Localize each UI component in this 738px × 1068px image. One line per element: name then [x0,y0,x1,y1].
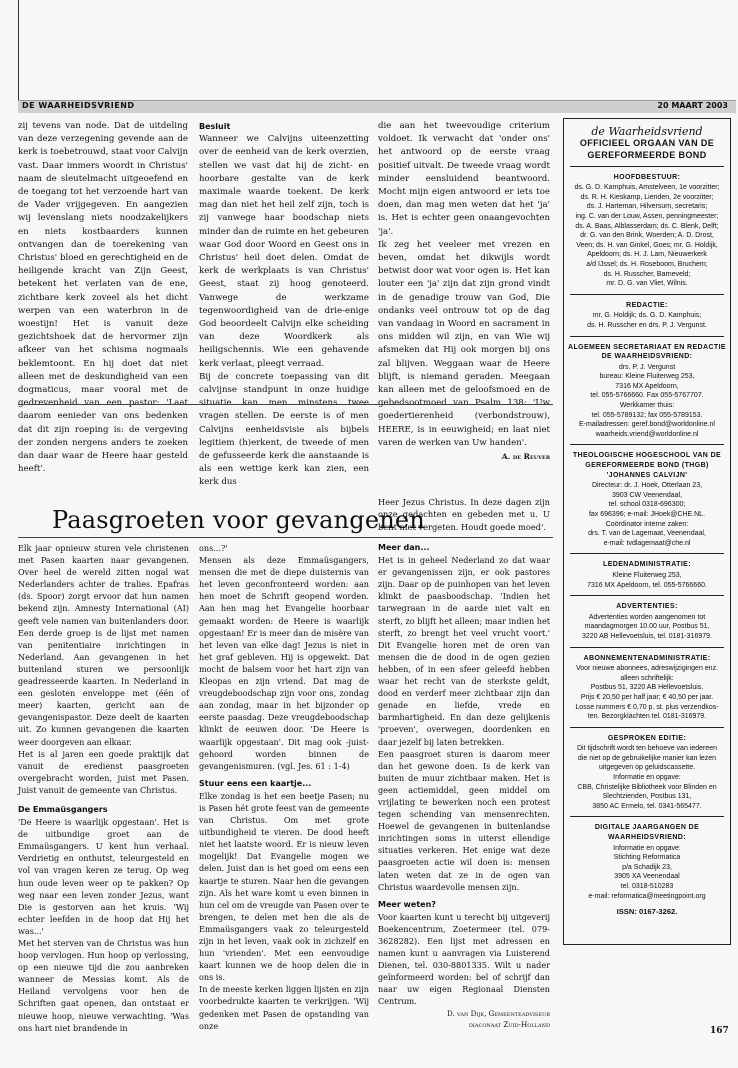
paragraph: Voor kaarten kunt u terecht bij uitgeverij Boekencentrum, Zoetermeer (tel. 079-3628282). Een lijst met adressen en namen kunt u aanvragen via Luisterend Dienen, tel. 030-8801335. Wilt u nader geïnformeerd worden: bel of schrijf dan naar uw eigen Regionaal Diensten Centrum. [378,911,550,1007]
publication-name: DE WAARHEIDSVRIEND [22,101,135,110]
colophon-section-heading: DIGITALE JAARGANGEN DE WAARHEIDSVRIEND: [594,824,700,842]
colophon-section-heading: HOOFDBESTUUR: [613,173,681,181]
colophon-line: Directeur: dr. J. Hoek, Otterlaan 23, [591,482,703,490]
colophon-line: Stichting Reformatica [613,854,681,862]
section-heading: Meer dan... [378,543,430,552]
colophon-line: 3850 AC Ermelo, tel. 0341-565477. [592,802,702,810]
section-heading: Besluit [199,122,231,131]
colophon-line: ten. Bezorgklachten tel. 0181-316979. [587,713,707,721]
colophon-sections [564,173,730,902]
paragraph: Het is in geheel Nederland zo dat waar er gevangenissen zijn, er ook pastores zijn. Daar op de puinhopen van het leven klinkt de paasboodschap. 'Indien het tarwegraan in de aarde niet valt en sterft, zo blijft het alleen; maar indien het sterft, zo brengt het veel vrucht voort.' Dit Evangelie horen met de oren van mensen die de dood in de ogen gezien hebben, of in een sfeer geleefd hebben waar het recht van de sterkste geldt, dood en verderf meer zichtbaar zijn dan genade en liefde, vrede en barmhartigheid. En dan deze gelijkenis 'proeven', overwegen, doordenken en daar jezelf bij laten betrekken. [378,555,550,747]
section-heading: De Emmaüsgangers [18,804,108,814]
colophon-line: maandagmorgen 10.00 uur, Postbus 51, [584,623,710,631]
section-heading: Stuur eens een kaartje... [199,778,312,788]
colophon-line: tel. 0318-510283 [620,883,674,890]
colophon-line: p/a Schadijk 23, [622,863,672,871]
colophon-line: uitgegeven op geluidscassette. [598,764,696,772]
page-number: 167 [710,1026,729,1036]
paragraph: Wanneer we Calvijns uiteenzetting over de eenheid van de kerk overzien, stellen we vast dat hij de zicht- en hoorbare gestalte van de kerk maximale waarde toekent. De kerk mag dan niet het heil zelf zijn, toch is zij vanwege haar boodschap niets minder dan de ruimte en het gebeuren waar God door Woord en Geest ons in Christus' heil doet delen. Omdat de kerk de werkplaats is van Christus' Geest, staat zij hoog genoteerd. Vanwege de werkzame tegenwoordigheid van de drie-enige God beoordeelt Calvijn elke scheiding van deze Woordkerk als heiligschennis. Wie een gehavende kerk verlaat, pleegt verraad. [199,134,369,369]
colophon-line: waarheids.vriend@worldonline.nl [595,430,699,438]
colophon-line: 3903 CW Veenendaal, [611,491,683,499]
colophon-line: Coördinator interne zaken: [605,520,689,528]
crop-mark [0,0,19,100]
issn: ISSN: 0167-3262. [616,907,678,917]
colophon-box [563,118,731,945]
colophon-line: bureau: Kleine Fluiterweg 253, [599,373,695,381]
issue-date: 20 MAART 2003 [657,101,728,110]
colophon-line: tel. 055-5789132; fax 055-5789153. [591,411,703,419]
author-affiliation: diaconaat Zuid-Holland [468,1019,550,1029]
colophon-line: alleen schriftelijk: [620,674,674,682]
colophon-line: drs. T. van de Lagemaat, Veenendaal, [588,530,706,538]
article-column-1 [18,542,189,1034]
colophon-line: Dit tijdschrift wordt ten behoeve van iedereen [576,745,718,753]
colophon-line: 3220 AB Hellevoetsluis, tel. 0181-316979. [582,632,712,640]
colophon-line: dr. G. van den Brink, Woerden; A. D. Drost, [580,232,714,240]
divider [570,444,724,445]
colophon-line: Postbus 51, 3220 AB Hellevoetsluis. [590,684,704,692]
colophon-line: Werkkamer thuis: [619,402,675,410]
colophon-line: 7316 MX Apeldoorn, [615,382,679,390]
divider [570,647,724,648]
headline-divider [18,537,553,538]
colophon-line: fax 696396; e-mail: JHoek@CHE.NL. [588,511,706,518]
colophon-line: Veen; ds. H. van Ginkel, Goes; mr. G. Holdijk, [576,241,718,249]
paragraph: Met het sterven van de Christus was hun hoop vervlogen. Hun hoop op verlossing, op een nieuwe tijd die zou aanbreken wanneer de Messias komt. Als de Heiland vervolgens voor hen de Schriften gaat openen, dan ontstaat er nieuwe hoop, nieuwe verwachting. 'Was ons hart niet brandende in [18,938,189,1033]
colophon-line: mr. D. G. van Vliet, Wilnis. [606,280,688,288]
paragraph: 'De Heere is waarlijk opgestaan'. Het is de uitbundige groet aan de Emmaüsgangers. U kent hun verhaal. Verdrietig en onthutst, teleurgesteld en vol van vragen keren ze terug. Op weg hun oude leven weer op te pakken? Op weg naar een leven zonder Jezus, want Die is gestorven aan het kruis. 'Wij echter leefden in de hoop dat Hij het was...' [18,817,189,936]
article-column-2 [199,542,369,1032]
colophon-line: Slechtzienden, Postbus 131, [602,793,692,801]
colophon-line: Advertenties worden aangenomen tot [588,613,706,621]
colophon-line: Informatie en opgave: [613,844,681,852]
colophon-line: 3905 XA Veenendaal [614,873,680,881]
colophon-line: Informatie en opgave: [613,774,681,782]
colophon-section-heading: ABONNEMENTENADMINISTRATIE: [583,654,711,662]
colophon-section-heading: REDACTIE: [626,301,668,309]
top-article-column-2 [199,120,369,490]
top-article-column-1 [18,120,188,476]
colophon-line: tel. 055-5766660. Fax 055-5767707. [590,392,704,400]
top-article-column-3 [378,120,550,463]
paragraph: Een paasgroet sturen is daarom meer dan het gewone doen. Is de kerk van buiten de muur zichtbaar maken. Het is geen actiemiddel, geen middel om vrijlating te bewerken noch een protest tegen schending van mensenrechten. Hoewel de gevangenen in buitenlandse inrichtingen soms in uiterst ellendige situaties verkeren. Het enige wat deze paasgroeten actie wil doen is: mensen laten weten dat ze in de ogen van Christus waardevolle mensen zijn. [378,748,550,892]
author-signature: D. van Dijk, Gemeenteadviseur [446,1008,550,1018]
colophon-line: Apeldoorn; ds. H. J. Lam, Nieuwerkerk [587,251,707,259]
divider [570,294,724,295]
colophon-section-heading: LEDENADMINISTRATIE: [603,561,691,569]
paragraph: Elk jaar opnieuw sturen vele christenen met Pasen kaarten naar gevangenen. Over heel de wereld zitten nogal wat Nederlanders achter de tralies. Epafras (ds. Spoor) zorgt ervoor dat hun namen bekend zijn. Amnesty International (AI) geeft vele namen van buitenlanders door. Een derde groep is de lijst met namen van penitentiaire inrichtingen in Nederland. Aan gevangenen in het buitenland sturen we persoonlijk geadresseerde kaarten. In Nederland in een gesloten enveloppe met (één of meer) kaarten, gericht aan de gevangenispastor. Deze deelt de kaarten uit. Zo kunnen gevangenen die kaarten weer doorgeven aan elkaar. [18,543,189,747]
divider [570,816,724,817]
colophon-line: Losse nummers € 0,70 p. st. plus verzendkos- [575,703,719,711]
paragraph: Mensen als deze Emmaüsgangers, mensen die met de diepe duisternis van het leven geconfronteerd worden: aan hen moet de Schrift geopend worden. Aan hen mag het Evangelie hoorbaar gemaakt worden: de Heere is waarlijk opgestaan! Er is meer dan de misère van het leven van elke dag! Jezus is niet in het graf gebleven. Hij is opgewekt. Dat mocht de balsem voor het hart zijn van Kleopas en zijn vriend. Dat mag de vreugdeboodschap zijn voor ons, zondag aan zondag, maar in het bijzonder op eerste paasdag. Deze vreugdeboodschap klinkt de eeuwen door. 'De Heere is waarlijk opgestaan'. Dit mag ook -juist- gehoord worden binnen de gevangenismuren. (vgl. Jes. 61 : 1-4) [199,555,369,771]
colophon-title: de Waarheidsvriend [591,125,703,138]
colophon-line: ds. R. H. Kieskamp, Lienden, 2e voorzitter; [580,193,714,201]
colophon-line: Prijs € 20,50 per half jaar; € 40,50 per jaar. [580,693,714,701]
section-heading: Meer weten? [378,899,436,909]
colophon-line: ds. H. Russcher, Barneveld; [603,270,691,278]
paragraph: Het is al jaren een goede praktijk dat vanuit de eredienst paasgroeten overgebracht worden, juist met Pasen. Juist vanuit de gemeente van Christus. [18,748,189,795]
colophon-line: Voor nieuwe abonnees, adreswijzigingen enz. [575,665,719,673]
article-intro-right [378,496,550,533]
colophon-line: Kleine Fluiterweg 253, [612,571,682,579]
colophon-line: E-mailadressen: geref.bond@worldonline.nl [579,421,715,429]
paragraph: In de meeste kerken liggen lijsten en zijn voorbedrukte kaarten te verkrijgen. 'Wij gedenken met Pasen de opstanding van onze [199,984,369,1031]
colophon-line: e-mail: tvdlagemaat@che.nl [603,539,691,547]
article-headline: Paasgroeten voor gevangenen [52,506,425,534]
colophon-line: ds. H. Russcher en drs. P. J. Vergunst. [587,321,707,329]
colophon-line: drs. P. J. Vergunst [618,363,676,371]
paragraph: Heer Jezus Christus. In deze dagen zijn onze gedachten en gebeden met u. U bent niet vergeten. Houdt goede moed'. [378,497,550,532]
colophon-line: die niet op de gebruikelijke manier kan lezen [577,754,717,762]
divider [570,595,724,596]
colophon-subtitle: OFFICIEEL ORGAAN VAN DE GEREFORMEERDE BOND [579,137,715,160]
colophon-line: e-mail: reformatica@meetingpoint.org [588,892,706,900]
divider [570,166,724,167]
colophon-section-heading: GESPROKEN EDITIE: [607,734,687,742]
paragraph: Ik zeg het veeleer met vrezen en beven, omdat het dikwijls wordt betwist door wat voor ogen is. Het kan louter een 'ja' zijn dat zijn grond vindt in de genadige trouw van God, Die ondanks veel ontrouw tot op de dag van vandaag in Woord en sacrament in ons midden wil zijn, en van Wie wij afsmeken dat Hij ook morgen bij ons zal blijven. Weggaan waar de Heere blijft, is niemand geraden. Meegaan kan alleen met de geloofsmoed en de gebedsootmoed van Psalm 138: 'Uw goedertierenheid (verbondstrouw), HEERE, is in eeuwigheid; en laat niet varen de werken van Uw handen'. [378,239,550,448]
divider [570,553,724,554]
article-column-3 [378,542,550,1030]
paragraph: Bij de concrete toepassing van dit calvijnse standpunt in onze huidige situatie kan men minstens twee vragen stellen. De eerste is of men Calvijns eenheidsvisie als bijbels legitiem (h)erkent, de tweede of men de gefusseerde kerk die aanstaande is als een wettige kerk kan zien, een kerk dus [199,371,369,488]
paragraph: ons...?' [199,543,228,553]
colophon-line: ds. G. D. Kamphuis, Amstelveen, 1e voorzitter; [574,184,720,192]
author-signature: A. de Reuver [501,452,550,462]
colophon-line: ing. C. van der Louw, Assen, penningmeester; [575,212,719,220]
colophon-line: tel. school 0318-696300; [608,501,686,509]
colophon-section-heading: ADVERTENTIES: [616,603,678,611]
colophon-line: ds. J. Harteman, Hilversum, secretaris; [586,203,708,211]
article-divider [18,404,553,405]
colophon-line: a/d IJssel; ds. H. Roseboom, Bruchem; [586,260,708,268]
paragraph: die aan het tweevoudige criterium voldoet. Ik verwacht dat 'onder ons' het antwoord op de eerste vraag positief uitvalt. De tweede vraag wordt minder eensluidend beantwoord. Mocht mijn eigen antwoord er iets toe doen, dan mag men weten dat het 'ja' is. Het is echter geen onaangevochten 'ja'. [378,121,550,237]
colophon-section-heading: THEOLOGISCHE HOGESCHOOL VAN DE GEREFORMEERDE BOND (THGB) 'JOHANNES CALVIJN' [572,452,722,479]
colophon-line: ds. A. Baas, Alblasserdam; ds. C. Blenk, Delft; [575,222,719,230]
divider [570,727,724,728]
colophon-line: 7316 MX Apeldoorn, tel. 055-5766660. [587,581,707,589]
colophon-line: CBB, Christelijke Bibliotheek voor Blinden en [577,783,717,791]
paragraph: Elke zondag is het een beetje Pasen; nu is Pasen hét grote feest van de gemeente van Christus. Om met grote uitbundigheid te vieren. De dood heeft niet het laatste woord. Er is nieuw leven mogelijk! Dat Evangelie mogen we delen. Juist dan is het goed om eens een kaartje te sturen. Naar hen die gevangen zijn. Als het ware komt u even binnen in hun cel om de vreugde van Pasen over te brengen, te delen met hen die als de Emmaüsgangers vaak zo teleurgesteld zijn in het leven, vaak ook in zichzelf en hun 'vrienden'. Met een eenvoudige kaart kunnen we de hoop delen die in ons is. [199,790,369,983]
colophon-line: mr. G. Holdijk; ds. G. D. Kamphuis; [592,312,702,320]
colophon-section-heading: ALGEMEEN SECRETARIAAT EN REDACTIE DE WAARHEIDSVRIEND: [567,343,726,361]
divider [570,336,724,337]
paragraph: zij tevens van node. Dat de uitdeling van deze verzegening gevende aan de kerk is toebetrouwd, staat voor Calvijn vast. Daar immers woordt in Christus' naam de sleutelmacht uitgeoefend en de toegang tot het verzoende hart van de Vader vrijgegeven. En aangezien wij levenslang niets noodzakelijkers en niets kostbaarders kunnen ontvangen dan de toerekening van Christus' bloed en gerechtigheid en de heiligende kracht van Zijn Geest, betekent het verlaten van de ene, zichtbare kerk zoveel als het dicht werpen van een waterbron in de woestijn! Het is vanuit deze gezichtshoek dat de hervormer zijn afkeer van het schisma nogmaals beklemtoont. En hij doet dat niet alleen met de deskundigheid van een dogmaticus, maar vooral met de gedrevenheid van een pastor: 'Laat daarom eenieder van ons bedenken dat dit zijn roeping is: de vergeving der zonden nergens anders te zoeken dan daar waar de Heere haar gesteld heeft'. [18,121,188,475]
